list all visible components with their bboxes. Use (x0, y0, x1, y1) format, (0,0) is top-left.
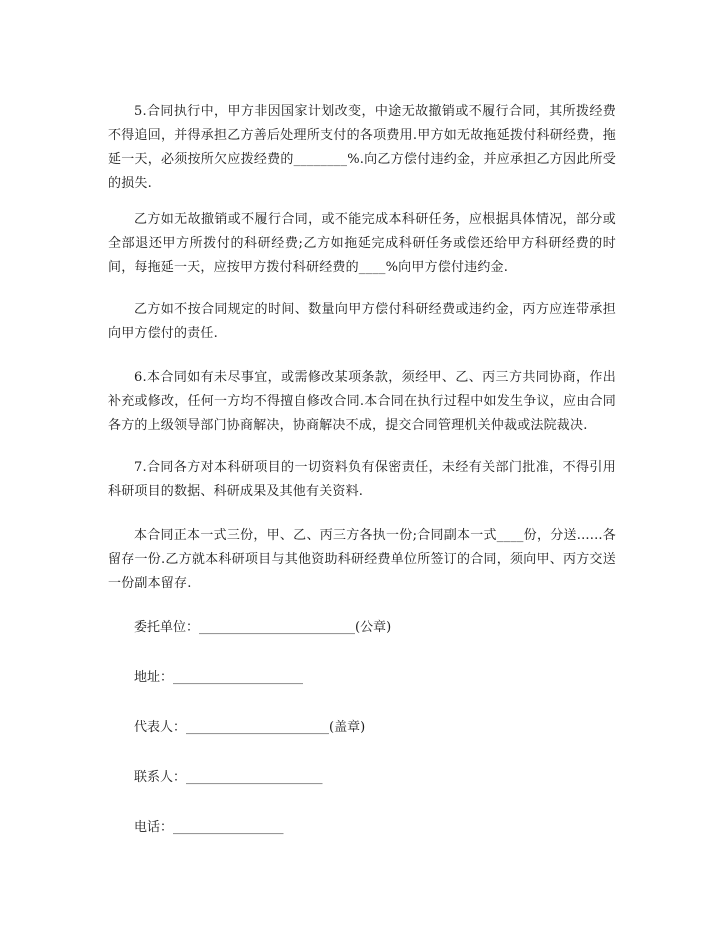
contact-person-field: 联系人：_____________________ (134, 770, 323, 785)
paragraph-party-b-breach: 乙方如无故撤销或不履行合同，或不能完成本科研任务，应根据具体情况，部分或全部退还甲方所拨付的科研经费;乙方如拖延完成科研任务或偿还给甲方科研经费的时间，每拖延一天，应按甲方拨付科研经费的____%向甲方偿付违约金. (108, 212, 616, 275)
representative-field: 代表人：______________________(盖章) (134, 720, 366, 735)
address-field: 地址：____________________ (134, 670, 304, 685)
paragraph-clause-6: 6.本合同如有未尽事宜，或需修改某项条款，须经甲、乙、丙三方共同协商，作出补充或修改，任何一方均不得擅自修改合同.本合同在执行过程中如发生争议，应由合同各方的上级领导部门协商解决，协商解决不成，提交合同管理机关仲裁或法院裁决. (108, 370, 616, 433)
paragraph-party-c-liability: 乙方如不按合同规定的时间、数量向甲方偿付科研经费或违约金，丙方应连带承担向甲方偿付的责任. (108, 302, 616, 341)
paragraph-copies: 本合同正本一式三份，甲、乙、丙三方各执一份;合同副本一式____份，分送......各留存一份.乙方就本科研项目与其他资助科研经费单位所签订的合同，须向甲、丙方交送一份副本留存. (108, 528, 616, 591)
paragraph-clause-5: 5.合同执行中，甲方非因国家计划改变，中途无故撤销或不履行合同，其所拨经费不得追回，并得承担乙方善后处理所支付的各项费用.甲方如无故拖延拨付科研经费，拖延一天，必须按所欠应拨经费的________%.向乙方偿付违约金，并应承担乙方因此所受的损失. (108, 104, 616, 191)
paragraph-clause-7: 7.合同各方对本科研项目的一切资料负有保密责任，未经有关部门批准，不得引用科研项目的数据、科研成果及其他有关资料. (108, 460, 616, 499)
phone-field: 电话：_________________ (134, 820, 284, 835)
client-unit-field: 委托单位：________________________(公章) (134, 620, 392, 635)
